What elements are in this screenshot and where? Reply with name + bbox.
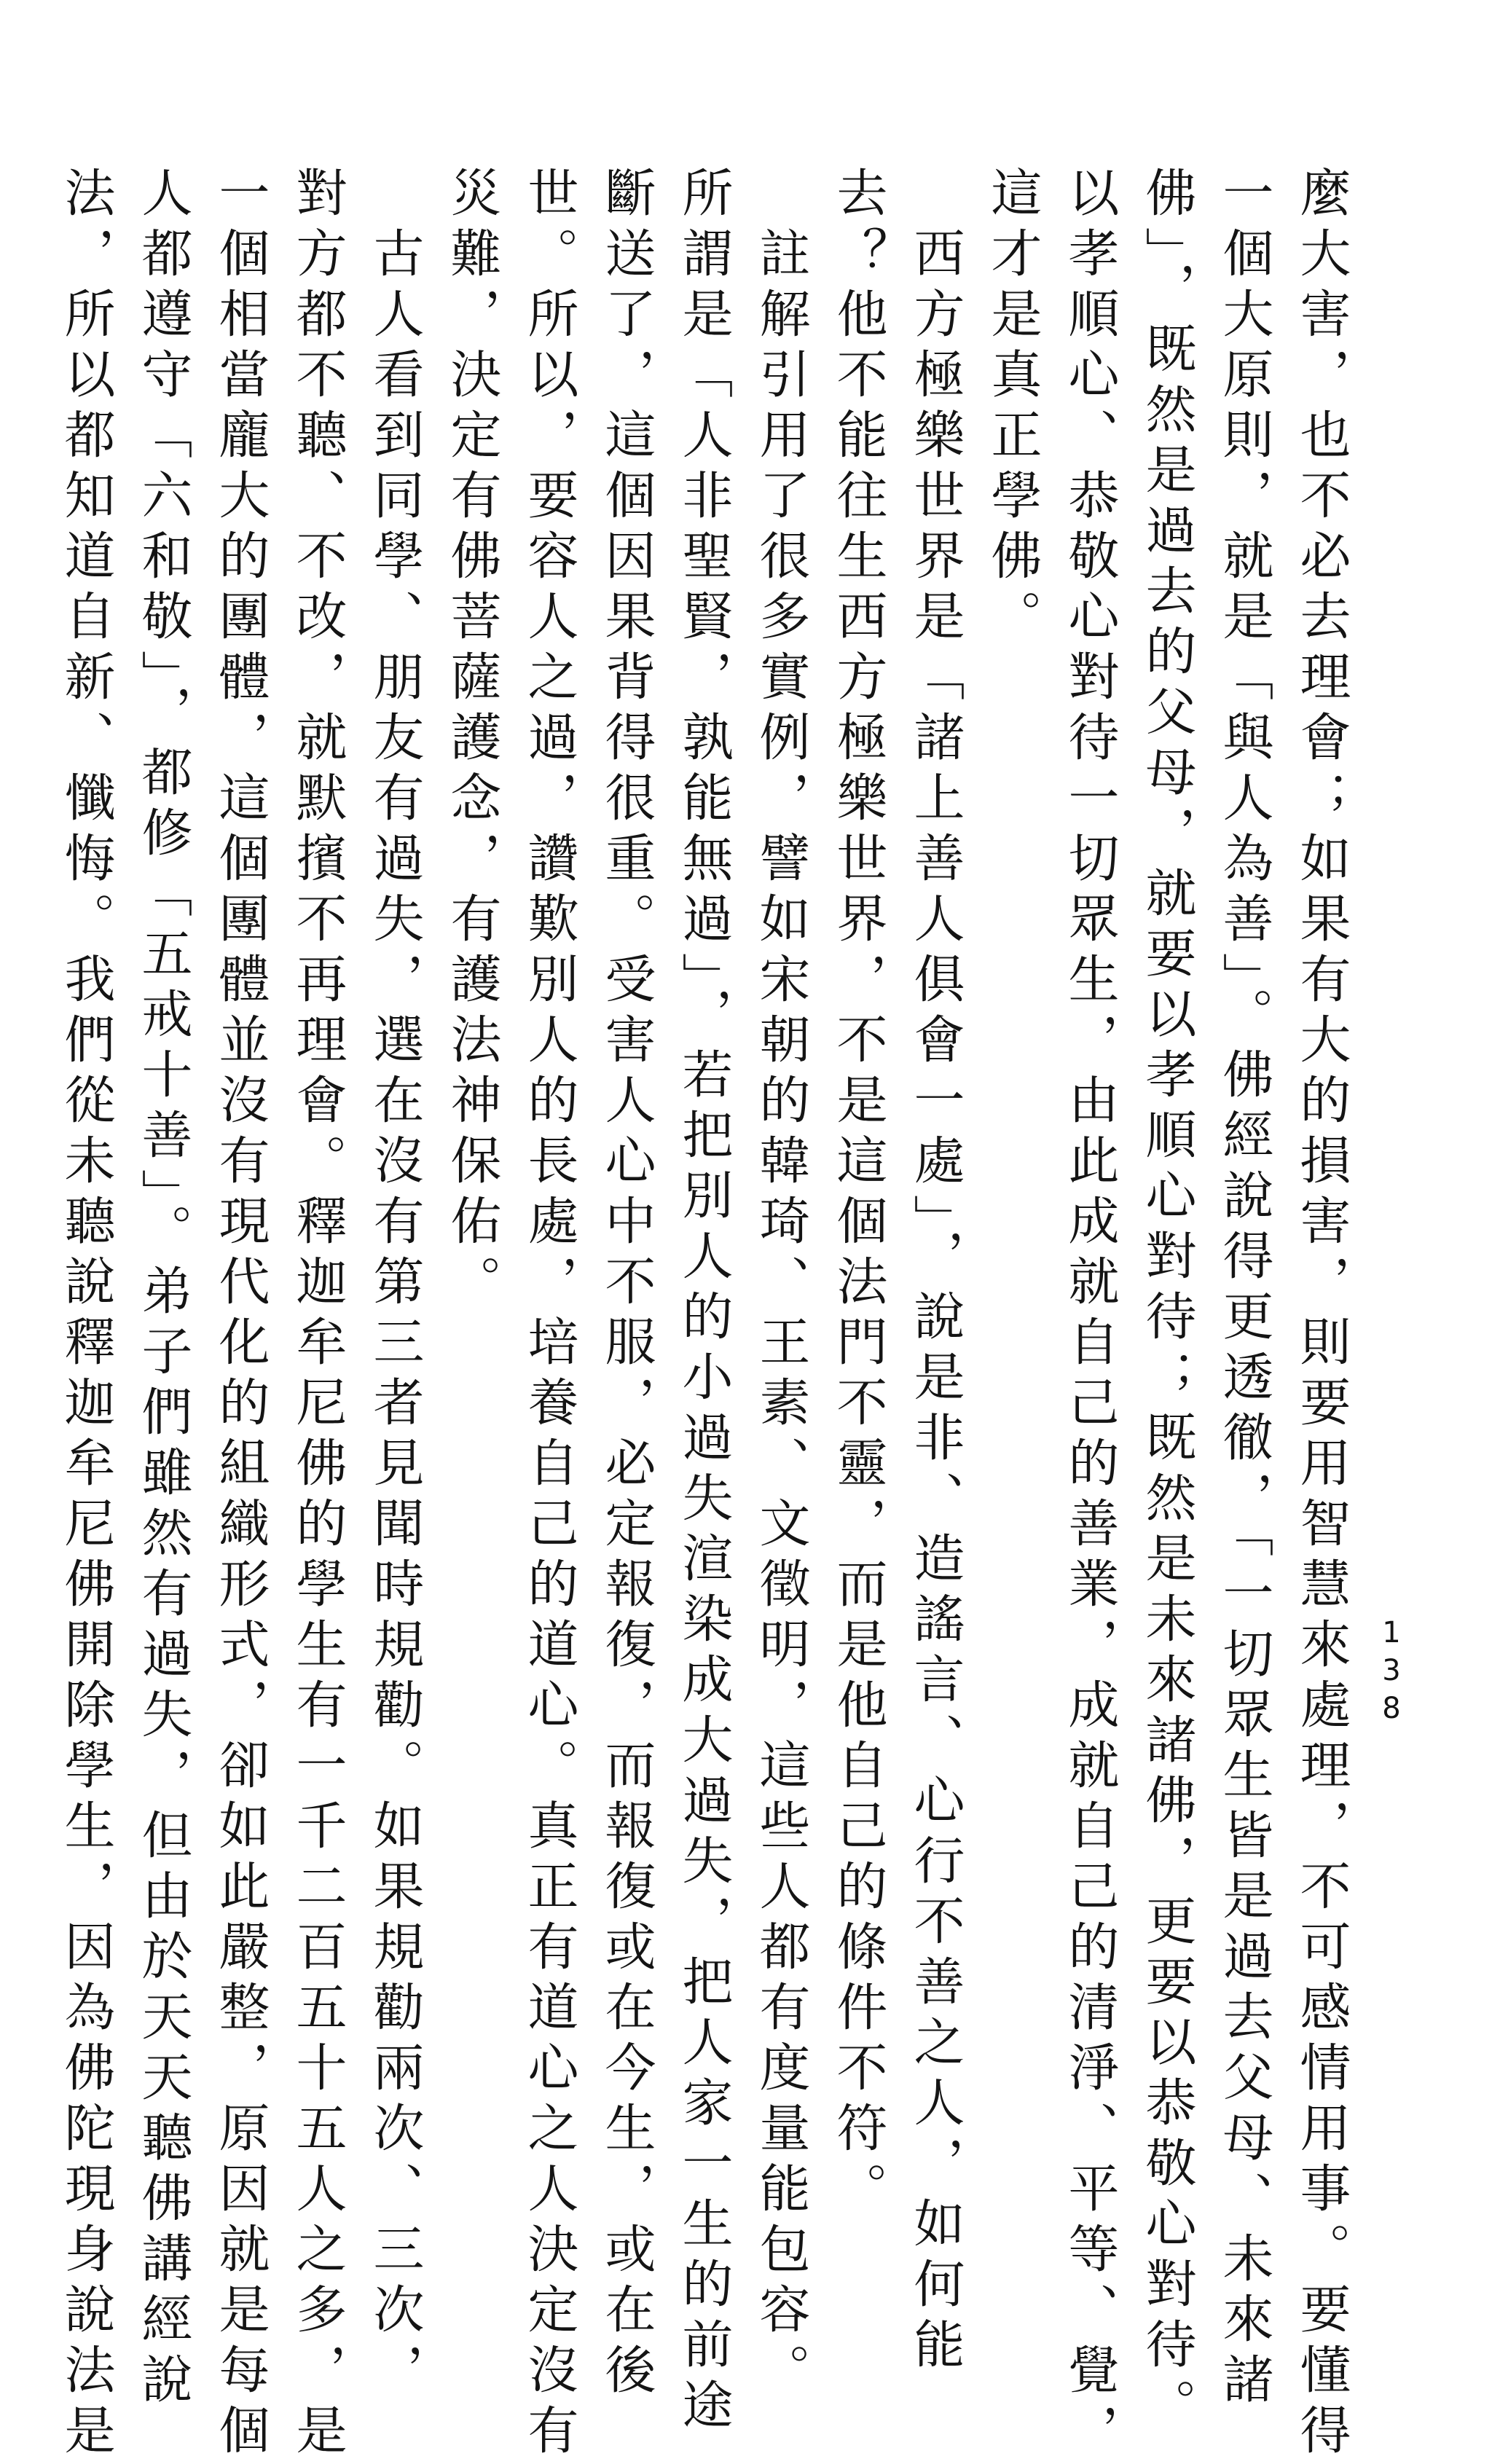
text-column-13: 古人看到同學、朋友有過失，選在沒有第三者見聞時規勸。如果規勸兩次、三次，	[365, 166, 425, 2404]
page-number: 138	[1375, 1616, 1408, 1730]
text-column-2: 一個大原則，就是「與人為善」。佛經說得更透徹，「一切眾生皆是過去父母、未來諸	[1214, 166, 1274, 2413]
text-column-8: 註解引用了很多實例，譬如宋朝的韓琦、王素、文徵明，這些人都有度量能包容。	[751, 166, 811, 2404]
text-column-5: 這才是真正學佛。	[983, 166, 1043, 650]
text-column-14: 對方都不聽、不改，就默擯不再理會。釋迦牟尼佛的學生有一千二百五十五人之多，是	[288, 166, 348, 2464]
text-column-10: 斷送了，這個因果背得很重。受害人心中不服，必定報復，而報復或在今生，或在後	[597, 166, 656, 2404]
text-column-12: 災難，決定有佛菩薩護念，有護法神保佑。	[442, 166, 502, 1315]
text-column-3: 佛」，既然是過去的父母，就要以孝順心對待；既然是未來諸佛，更要以恭敬心對待。	[1137, 166, 1197, 2439]
text-column-4: 以孝順心、恭敬心對待一切眾生，由此成就自己的善業，成就自己的清淨、平等、覺，	[1060, 166, 1120, 2464]
text-column-15: 一個相當龐大的團體，這個團體並沒有現代化的組織形式，卻如此嚴整，原因就是每個	[211, 166, 270, 2464]
text-column-11: 世。所以，要容人之過，讚歎別人的長處，培養自己的道心。真正有道心之人決定沒有	[519, 166, 579, 2464]
text-column-6: 西方極樂世界是「諸上善人俱會一處」，說是非、造謠言、心行不善之人，如何能	[906, 166, 965, 2378]
text-column-9: 所謂是「人非聖賢，孰能無過」，若把別人的小過失渲染成大過失，把人家一生的前途	[674, 166, 734, 2439]
text-column-7: 去？他不能往生西方極樂世界，不是這個法門不靈，而是他自己的條件不符。	[828, 166, 888, 2222]
text-column-16: 人都遵守「六和敬」，都修「五戒十善」。弟子們雖然有過失，但由於天天聽佛講經說	[133, 166, 193, 2413]
text-column-1: 麼大害，也不必去理會；如果有大的損害，則要用智慧來處理，不可感情用事。要懂得	[1292, 166, 1351, 2464]
text-column-17: 法，所以都知道自新、懺悔。我們從未聽說釋迦牟尼佛開除學生，因為佛陀現身說法是	[56, 166, 116, 2464]
